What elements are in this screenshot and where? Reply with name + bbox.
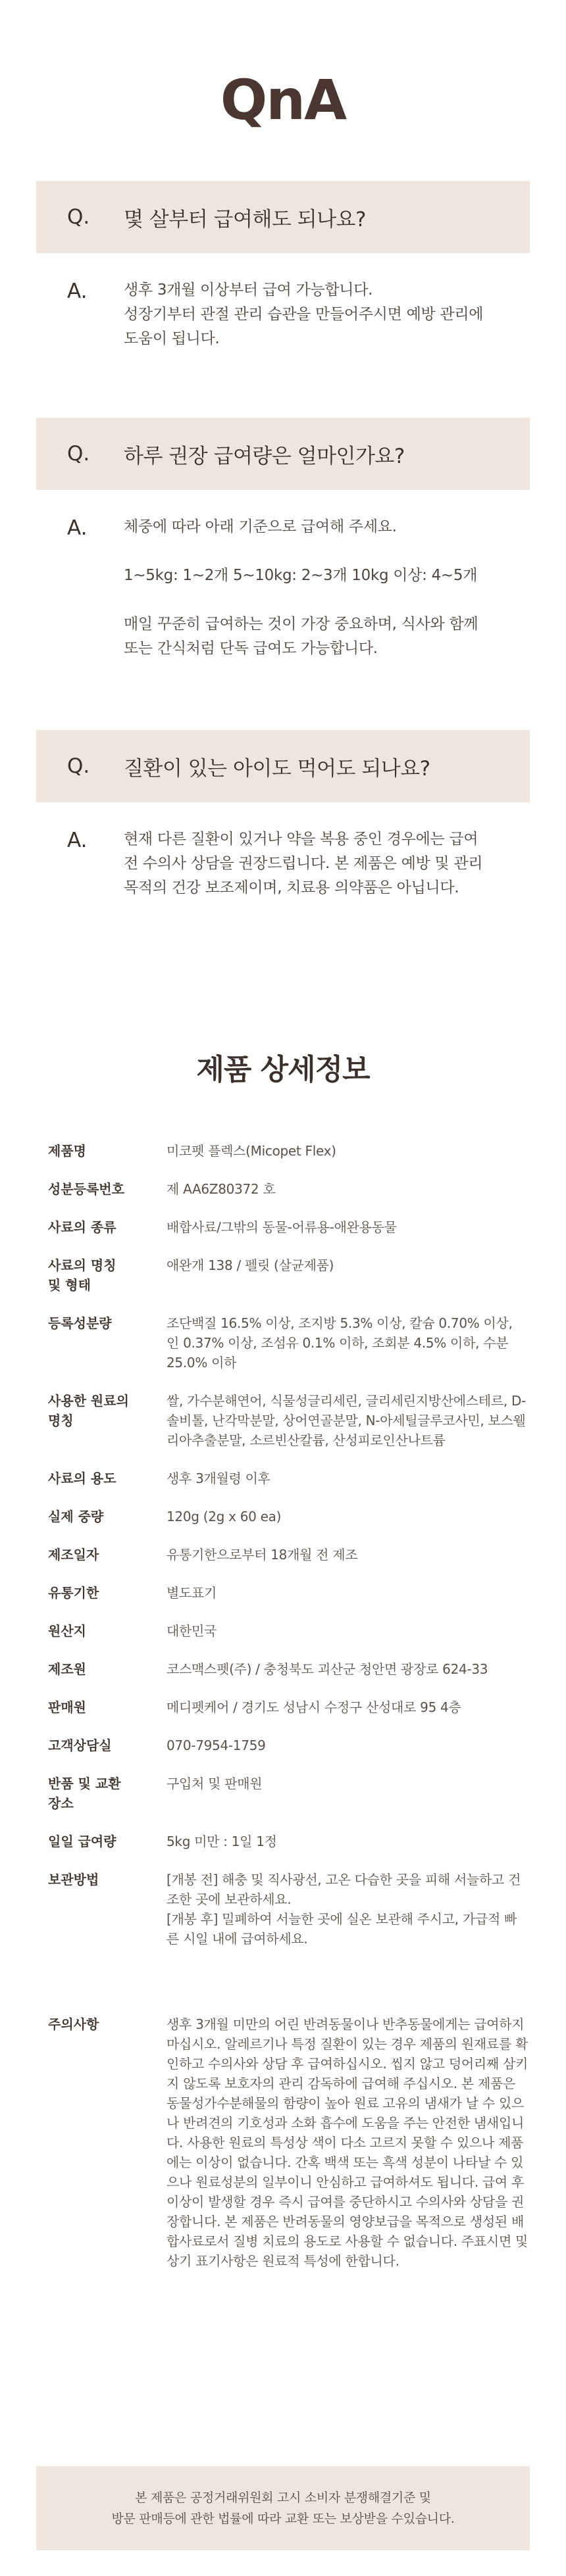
- spec-label: 판매원: [48, 1699, 86, 1715]
- answer-text: [124, 278, 492, 351]
- answer-row: [36, 802, 530, 900]
- qna-title: QnA: [220, 68, 346, 132]
- question-text: 질환이 있는 아이도 먹어도 되나요?: [124, 756, 430, 781]
- spec-label: 주의사항: [48, 2016, 99, 2032]
- answer-paragraph: 1~5kg: 1~2개 5~10kg: 2~3개 10kg 이상: 4~5개: [124, 567, 478, 584]
- notice-line: 본 제품은 공정거래위원회 고시 소비자 분쟁해결기준 및: [135, 2491, 431, 2505]
- product-detail-title: 제품 상세정보: [196, 1053, 370, 1086]
- spec-value: 애완개 138 / 펠릿 (살균제품): [167, 1257, 334, 1273]
- spec-value: 조단백질 16.5% 이상, 조지방 5.3% 이상, 칼슘 0.70% 이상, 인 0.37% 이상, 조섬유 0.1% 이하, 조회분 4.5% 이하, 수분 25.0% 이하: [167, 1315, 513, 1371]
- spec-value: 구입처 및 판매원: [167, 1776, 263, 1791]
- spec-row: [48, 1507, 528, 1526]
- spec-value: 별도표기: [167, 1585, 217, 1601]
- spec-value: 생후 3개월 미만의 어린 반려동물이나 반추동물에게는 급여하지 마십시오. 알레르기나 특정 질환이 있는 경우 제품의 원재료를 확인하고 수의사와 상담 후 급여하십시오. 씹지 않고 덩어리째 삼키지 않도록 보호자의 관리 감독하에 급여해 주십시오. 본 제품은 동물성가수분해물의 함량이 높아 원료 고유의 냄새가 날 수 있으나 반려견의 기호성과 소화 흡수에 도움을 주는 안전한 냄새입니다. 사용한 원료의 특성상 색이 다소 고르지 못할 수 있으나 제품에는 이상이 없습니다. 간혹 백색 또는 흑색 성분이 나타날 수 있으나 원료성분의 일부이니 안심하고 급여하셔도 됩니다. 급여 후 이상이 발생할 경우 즉시 급여를 중단하시고 수의사와 상담을 권장합니다. 본 제품은 반려동물의 영양보급을 목적으로 생성된 배합사료로서 질병 치료의 용도로 사용할 수 없습니다. 주표시면 및 상기 표기사항은 원료적 특성에 한합니다.: [167, 2016, 528, 2269]
- spec-value: [개봉 전] 해충 및 직사광선, 고온 다습한 곳을 피해 서늘하고 건조한 곳에 보관하세요. [개봉 후] 밀폐하여 서늘한 곳에 실온 보관해 주시고, 가급적 빠른 시일 내에 급여하세요.: [167, 1872, 521, 1947]
- spec-row: [48, 1313, 528, 1373]
- spec-row: [48, 1697, 528, 1717]
- spec-value: 제 AA6Z80372 호: [167, 1181, 276, 1197]
- qa-item: [36, 418, 530, 661]
- spec-value: 코스맥스펫(주) / 충청북도 괴산군 청안면 광장로 624-33: [167, 1661, 488, 1677]
- spec-row: [48, 2014, 528, 2271]
- qa-item: [36, 181, 530, 351]
- spec-row: [48, 1870, 528, 1949]
- spec-row: [48, 1621, 528, 1641]
- spec-label: 반품 및 교환 장소: [48, 1776, 121, 1811]
- spec-label: 일일 급여량: [48, 1834, 116, 1849]
- spec-value: 120g (2g x 60 ea): [167, 1509, 282, 1524]
- answer-mark: A.: [67, 829, 88, 852]
- answer-text: [124, 827, 492, 900]
- question-mark: Q.: [67, 754, 90, 778]
- spec-row: [48, 1736, 528, 1755]
- spec-row: [48, 1255, 528, 1295]
- question-bar: [36, 730, 530, 802]
- spec-value: 미코펫 플렉스(Micopet Flex): [167, 1143, 336, 1159]
- answer-paragraph: 생후 3개월 이상부터 급여 가능합니다. 성장기부터 관절 관리 습관을 만들어주시면 예방 관리에 도움이 됩니다.: [124, 281, 484, 347]
- spec-label: 실제 중량: [48, 1509, 104, 1524]
- spec-value: 5kg 미만 : 1일 1정: [167, 1834, 277, 1849]
- spec-value: 메디펫케어 / 경기도 성남시 수정구 산성대로 95 4층: [167, 1699, 461, 1715]
- notice-line: 방문 판매등에 관한 법률에 따라 교환 또는 보상받을 수있습니다.: [111, 2512, 455, 2526]
- spec-row: [48, 1659, 528, 1679]
- spec-label: 유통기한: [48, 1585, 99, 1601]
- answer-paragraph: 현재 다른 질환이 있거나 약을 복용 중인 경우에는 급여 전 수의사 상담을 권장드립니다. 본 제품은 예방 및 관리 목적의 건강 보조제이며, 치료용 의약품은 아닙니다.: [124, 831, 483, 896]
- spec-row: [48, 1583, 528, 1603]
- spec-label: 제조원: [48, 1661, 86, 1677]
- spec-label: 등록성분량: [48, 1315, 112, 1331]
- question-text: 하루 권장 급여량은 얼마인가요?: [124, 444, 405, 468]
- answer-mark: A.: [67, 279, 88, 303]
- spec-label: 사용한 원료의 명칭: [48, 1393, 129, 1428]
- answer-mark: A.: [67, 516, 88, 540]
- spec-label: 사료의 용도: [48, 1470, 116, 1486]
- spec-row: [48, 1774, 528, 1813]
- question-text: 몇 살부터 급여해도 되나요?: [124, 207, 366, 231]
- spec-label: 고객상담실: [48, 1738, 112, 1753]
- spec-label: 사료의 명칭 및 형태: [48, 1257, 116, 1293]
- question-bar: [36, 181, 530, 253]
- spec-label: 제품명: [48, 1143, 86, 1159]
- answer-text: [124, 515, 492, 661]
- spec-label: 사료의 종류: [48, 1219, 116, 1235]
- spec-value: 배합사료/그밖의 동물-어류용-애완용동물: [167, 1219, 397, 1235]
- question-mark: Q.: [67, 205, 90, 229]
- spec-value: 생후 3개월령 이후: [167, 1470, 270, 1486]
- spec-label: 원산지: [48, 1623, 86, 1639]
- product-spec-table: [48, 1141, 528, 2289]
- spec-label: 성분등록번호: [48, 1181, 124, 1197]
- question-bar: [36, 418, 530, 490]
- answer-paragraph: 매일 꾸준히 급여하는 것이 가장 중요하며, 식사와 함께 또는 간식처럼 단독 급여도 가능합니다.: [124, 616, 478, 657]
- answer-row: [36, 490, 530, 661]
- spec-row: [48, 1469, 528, 1488]
- spec-value: 070-7954-1759: [167, 1738, 266, 1753]
- spec-row: [48, 1832, 528, 1851]
- spec-row: [48, 1217, 528, 1237]
- spec-value: 쌀, 가수분해연어, 식물성글리세린, 글리세린지방산에스테르, D-솔비톨, 난각막분말, 상어연골분말, N-아세틸글루코사민, 보스웰리아추출분말, 소르빈산칼륨, 산성피로인산나트륨: [167, 1393, 526, 1448]
- spec-value: 대한민국: [167, 1623, 217, 1639]
- spec-value: 유통기한으로부터 18개월 전 제조: [167, 1547, 358, 1563]
- spec-label: 보관방법: [48, 1872, 99, 1887]
- answer-paragraph: 체중에 따라 아래 기준으로 급여해 주세요.: [124, 518, 397, 535]
- qa-item: [36, 730, 530, 900]
- question-mark: Q.: [67, 442, 90, 466]
- spec-row: [48, 1179, 528, 1199]
- spec-row: [48, 1141, 528, 1161]
- spec-row: [48, 1391, 528, 1450]
- spec-label: 제조일자: [48, 1547, 99, 1563]
- exchange-notice: [36, 2466, 530, 2550]
- spec-row: [48, 1545, 528, 1565]
- answer-row: [36, 253, 530, 351]
